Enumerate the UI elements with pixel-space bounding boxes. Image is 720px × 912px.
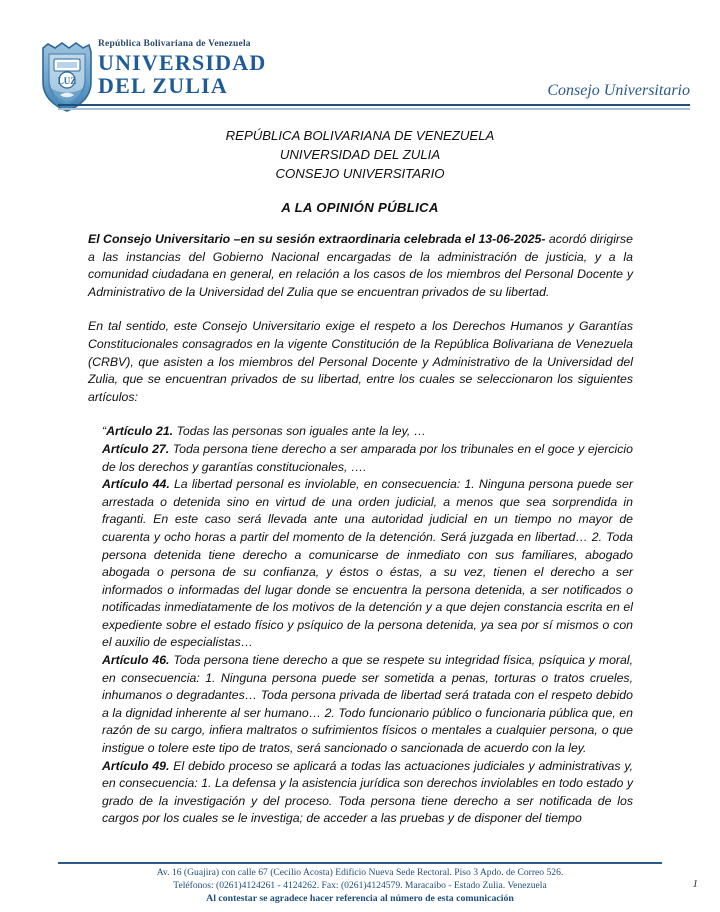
article-number: Artículo 44. bbox=[102, 477, 170, 492]
article-text: La libertad personal es inviolable, en consecuencia: 1. Ninguna persona puede ser arrestada o detenida sino en virtud de una orden judicial, a menos que sea sorprendida in fraganti. En este caso será llevada ante una autoridad judicial en un tiempo no mayor de cuarenta y ocho horas a partir del momento de la detención. Será juzgada en libertad… 2. Toda persona detenida tiene derecho a comunicarse de inmediato con sus familiares, abogado abogada o persona de su confianza, y éstos o éstas, a su vez, tienen el derecho a ser informados o informadas del lugar donde se encuentra la persona detenida, a ser notificados o notificadas inmediatamente de los motivos de la detención y a que dejen constancia escrita en el expediente sobre el estado físico y psíquico de la persona detenida, ya sea por sí mismos o con el auxilio de especialistas… bbox=[102, 477, 633, 650]
title-line-university: UNIVERSIDAD DEL ZULIA bbox=[279, 147, 441, 162]
article-item bbox=[102, 441, 633, 476]
university-crest-icon bbox=[38, 42, 96, 112]
article-open-quote: “ bbox=[102, 424, 107, 439]
article-number: Artículo 49. bbox=[102, 758, 170, 773]
brand-line-2: DEL ZULIA bbox=[98, 73, 229, 98]
svg-text:LUZ: LUZ bbox=[57, 76, 77, 86]
article-item bbox=[102, 476, 633, 652]
article-item bbox=[102, 758, 633, 828]
council-label: Consejo Universitario bbox=[547, 82, 690, 99]
footer-address: Av. 16 (Guajira) con calle 67 (Cecilio Acosta) Edificio Nueva Sede Rectoral. Piso 3 Apdo. de Correo 526. bbox=[156, 867, 564, 878]
paragraph-intro bbox=[88, 231, 633, 301]
article-text: Toda persona tiene derecho a que se respete su integridad física, psíquica y moral, en consecuencia: 1. Ninguna persona puede ser sometida a penas, torturas o tratos crueles, inhumanos o degradantes… Toda persona privada de libertad será tratada con el respeto debido a la dignidad inherente al ser humano… 2. Todo funcionario público o funcionaria pública que, en razón de su cargo, infiera maltratos o sufrimientos físicos o mentales a cualquier persona, o que instigue o tolere este tipo de tratos, será sancionado o sancionada de acuerdo con la ley. bbox=[102, 653, 634, 756]
brand-supra-title: República Bolivariana de Venezuela bbox=[98, 39, 251, 49]
page-number: 1 bbox=[692, 878, 698, 890]
brand-line-1: UNIVERSIDAD bbox=[98, 50, 267, 75]
article-item bbox=[102, 652, 633, 758]
header-rule-light bbox=[58, 108, 690, 110]
header-rule-dark bbox=[58, 104, 690, 106]
document-body bbox=[88, 231, 633, 828]
paragraph-intro-rest: acordó dirigirse a las instancias del Gobierno Nacional encargadas de la administración de justicia, y a la comunidad ciudadana en general, en relación a los casos de los miembros del Personal Docente y Administrativo de la Universidad del Zulia que se encuentran privados de su libertad. bbox=[88, 232, 634, 299]
article-number: Artículo 46. bbox=[102, 653, 170, 668]
title-block bbox=[60, 126, 660, 215]
footer bbox=[58, 866, 662, 906]
footer-contact: Teléfonos: (0261)4124261 - 4124262. Fax: (0261)4124579. Maracaibo - Estado Zulia. Venezuela bbox=[173, 880, 547, 891]
article-number: Artículo 27. bbox=[102, 441, 170, 456]
paragraph-rights: En tal sentido, este Consejo Universitario exige el respeto a los Derechos Humanos y Garantías Constitucionales consagrados en la vigente Constitución de la República Bolivariana de Venezuela (CRBV), que asisten a los miembros del Personal Docente y Administrativo de la Universidad del Zulia, que se encuentran privados de su libertad, entre los cuales se seleccionaron los siguientes artículos: bbox=[88, 319, 633, 404]
footer-note: Al contestar se agradece hacer referencia al número de esta comunicación bbox=[206, 893, 514, 904]
article-number: Artículo 21. bbox=[106, 424, 174, 439]
article-text: Todas las personas son iguales ante la ley, … bbox=[173, 424, 426, 439]
paragraph-intro-bold: El Consejo Universitario –en su sesión extraordinaria celebrada el 13-06-2025- bbox=[88, 232, 546, 246]
articles-list bbox=[88, 423, 633, 828]
footer-rule bbox=[58, 862, 662, 864]
title-line-country: REPÚBLICA BOLIVARIANA DE VENEZUELA bbox=[225, 128, 495, 143]
article-text: Toda persona tiene derecho a ser amparada por los tribunales en el goce y ejercicio de los derechos y garantías constitucionales, …. bbox=[102, 441, 634, 474]
page-title: A LA OPINIÓN PÚBLICA bbox=[281, 200, 439, 215]
article-text: El debido proceso se aplicará a todas las actuaciones judiciales y administrativas y, en consecuencia: 1. La defensa y la asistencia jurídica son derechos inviolables en todo estado y grado de la investigación y del proceso. Toda persona tiene derecho a ser notificada de los cargos por los cuales se le investiga; de acceder a las pruebas y de disponer del tiempo bbox=[102, 758, 633, 826]
title-line-council: CONSEJO UNIVERSITARIO bbox=[275, 166, 445, 181]
article-item bbox=[102, 423, 633, 441]
brand-block bbox=[98, 38, 266, 97]
